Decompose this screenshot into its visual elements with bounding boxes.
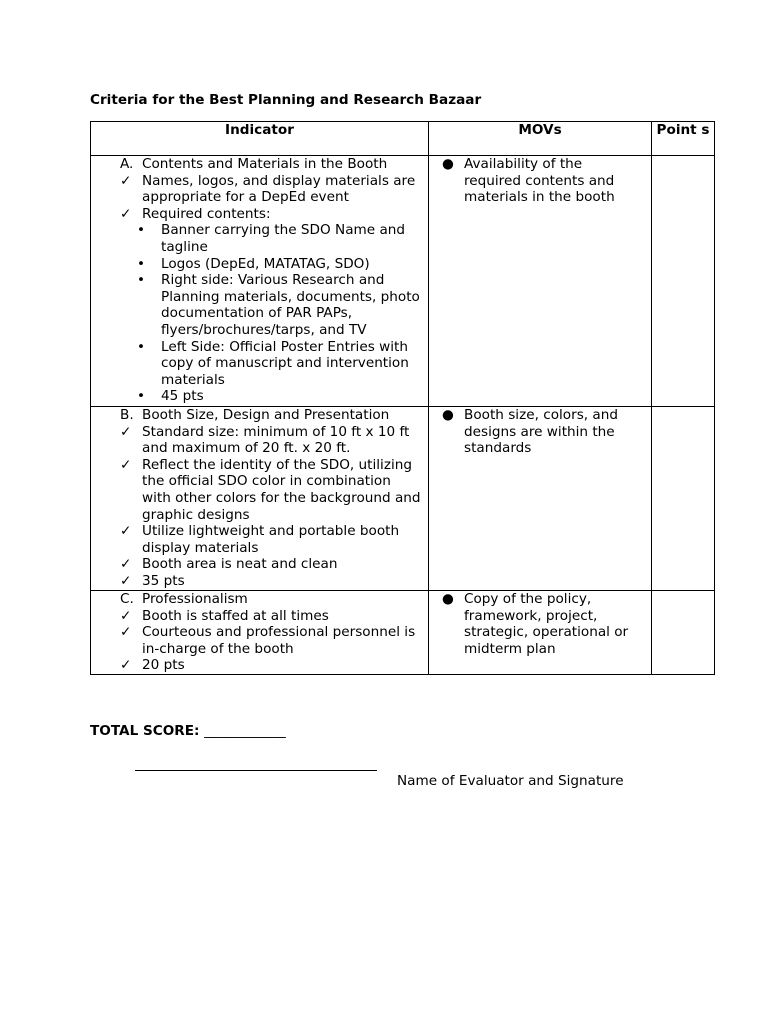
checkmark-icon: ✓ [120, 572, 132, 589]
section-heading [91, 407, 422, 424]
mov-text: Copy of the policy, framework, project, strategic, operational or midterm plan [464, 591, 629, 657]
signature-line[interactable] [135, 770, 377, 771]
bullet-icon: • [137, 388, 146, 405]
check-item [91, 624, 422, 657]
item-text: Booth is staffed at all times [142, 607, 329, 624]
item-text: 35 pts [142, 572, 185, 589]
section-heading [91, 156, 422, 173]
points-cell[interactable] [652, 156, 715, 407]
check-item [91, 424, 422, 457]
section-marker: A. [120, 156, 134, 172]
criteria-row [91, 156, 715, 407]
points-cell[interactable] [652, 407, 715, 591]
item-text: Reflect the identity of the SDO, utilizing the official SDO color in combination with other colors for the background and graphic designs [142, 456, 421, 523]
total-score [90, 723, 286, 739]
item-text: Booth Size, Design and Presentation [142, 407, 390, 423]
check-item [91, 608, 422, 625]
item-text: Required contents: [142, 205, 271, 222]
bullet-icon: • [137, 272, 146, 289]
bullet-icon: ● [442, 156, 454, 172]
bullet-item [91, 339, 422, 389]
bullet-icon: • [137, 222, 146, 239]
total-score-blank[interactable]: ____________ [204, 723, 286, 739]
check-item [91, 173, 422, 206]
item-text: 45 pts [161, 388, 204, 405]
checkmark-icon: ✓ [120, 624, 132, 641]
checkmark-icon: ✓ [120, 205, 132, 222]
item-text: 20 pts [142, 657, 185, 674]
checkmark-icon: ✓ [120, 657, 132, 674]
item-text: Booth area is neat and clean [142, 556, 338, 573]
check-item [91, 206, 422, 223]
item-text: Contents and Materials in the Booth [142, 156, 388, 172]
indicator-cell [91, 591, 429, 675]
points-cell[interactable] [652, 591, 715, 675]
document-title: Criteria for the Best Planning and Research Bazaar [90, 92, 482, 108]
bullet-item [91, 272, 422, 338]
bullet-item [91, 256, 422, 273]
check-item [91, 556, 422, 573]
bullet-icon: • [137, 338, 146, 355]
bullet-icon: ● [442, 591, 454, 607]
item-text: Banner carrying the SDO Name and tagline [161, 222, 406, 255]
section-heading [91, 591, 422, 608]
item-text: Utilize lightweight and portable booth display materials [142, 523, 400, 556]
criteria-row [91, 591, 715, 675]
table-header-row [91, 122, 715, 156]
checkmark-icon: ✓ [120, 456, 132, 473]
mov-item [429, 407, 651, 457]
signature-label: Name of Evaluator and Signature [397, 773, 624, 789]
checkmark-icon: ✓ [120, 423, 132, 440]
item-text: Logos (DepEd, MATATAG, SDO) [161, 255, 370, 272]
total-score-label: TOTAL SCORE: [90, 723, 200, 739]
mov-cell [429, 591, 652, 675]
checkmark-icon: ✓ [120, 523, 132, 540]
item-text: Courteous and professional personnel is in-charge of the booth [142, 624, 416, 657]
header-indicator: Indicator [91, 122, 429, 156]
bullet-item [91, 222, 422, 255]
bullet-icon: ● [442, 407, 454, 423]
item-text: Right side: Various Research and Planning materials, documents, photo documentation of PAR PAPs, flyers/brochures/tarps, and TV [161, 272, 420, 338]
mov-cell [429, 407, 652, 591]
section-marker: B. [120, 407, 134, 423]
check-item [91, 657, 422, 674]
header-movs: MOVs [429, 122, 652, 156]
item-text: Professionalism [142, 591, 248, 607]
checkmark-icon: ✓ [120, 607, 132, 624]
mov-cell [429, 156, 652, 407]
mov-item [429, 591, 651, 657]
criteria-row [91, 407, 715, 591]
item-text: Names, logos, and display materials are appropriate for a DepEd event [142, 172, 416, 206]
item-text: Left Side: Official Poster Entries with copy of manuscript and intervention materials [161, 338, 409, 388]
check-item [91, 523, 422, 556]
mov-text: Booth size, colors, and designs are within the standards [464, 407, 618, 457]
mov-item [429, 156, 651, 206]
bullet-item [91, 388, 422, 405]
checkmark-icon: ✓ [120, 172, 132, 189]
check-item [91, 573, 422, 590]
mov-text: Availability of the required contents and materials in the booth [464, 156, 615, 206]
bullet-icon: • [137, 255, 146, 272]
checkmark-icon: ✓ [120, 556, 132, 573]
check-item [91, 457, 422, 523]
section-marker: C. [120, 591, 134, 607]
item-text: Standard size: minimum of 10 ft x 10 ft and maximum of 20 ft. x 20 ft. [142, 423, 410, 457]
header-points: Point s [652, 122, 715, 156]
criteria-table [90, 121, 715, 675]
indicator-cell [91, 407, 429, 591]
indicator-cell [91, 156, 429, 407]
